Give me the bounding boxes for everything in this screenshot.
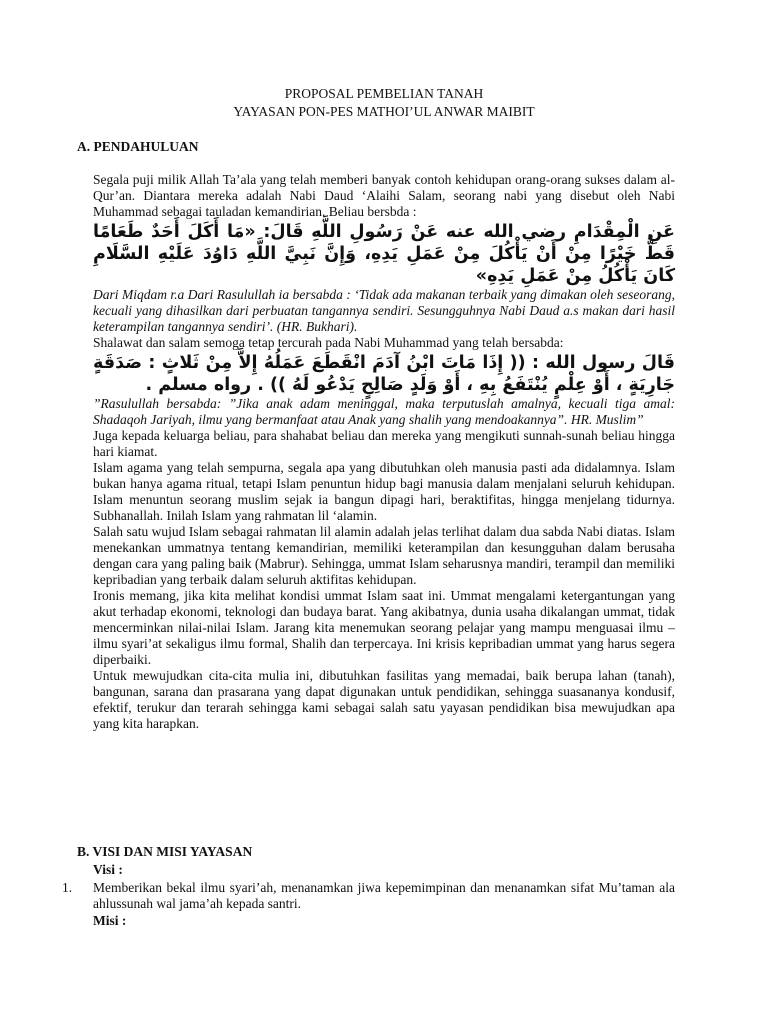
paragraph-islam-sempurna: Islam agama yang telah sempurna, segala apa yang dibutuhkan oleh manusia pasti ada didalamnya. Islam bukan hanya agama ritual, tetapi Islam penuntun hidup bagi manusia dalam menjalani seluruh kehidupan. Islam menuntun seorang muslim sejak ia bangun dipagi hari, beraktifitas, hingga menjelang tidurnya. Subhanallah. Inilah Islam yang rahmatan lil ‘alamin. bbox=[93, 460, 675, 523]
arabic-hadith-2: قَالَ رسول الله : (( إِذَا مَاتَ ابْنُ آدَمَ انْقَطَعَ عَمَلُهُ إِلاَّ مِنْ ثَلاثٍ : صَدَقَةٍ جَارِيَةٍ ، أَوْ عِلْمٍ يُنْتَفَعُ بِهِ ، أَوْ وَلَدٍ صَالِحٍ يَدْعُو لَهُ )) . رواه مسلم . bbox=[93, 353, 675, 395]
section-a-body bbox=[93, 172, 675, 732]
paragraph-fasilitas: Untuk mewujudkan cita-cita mulia ini, dibutuhkan fasilitas yang memadai, baik berupa lahan (tanah), bangunan, sarana dan prasarana yang dapat digunakan untuk pendidikan, sehingga suasananya kondusif, efektif, terukur dan terarah sehingga kami sebagai salah satu yayasan pendidikan bisa mewujudkan apa yang kita harapkan. bbox=[93, 668, 675, 731]
visi-item-text: Memberikan bekal ilmu syari’ah, menanamkan jiwa kepemimpinan dan menanamkan sifat Mu’taman ala ahlussunah wal jama’ah kepada santri. bbox=[93, 880, 675, 911]
document-title-line2: YAYASAN PON-PES MATHOI’UL ANWAR MAIBIT bbox=[233, 104, 535, 119]
misi-label: Misi : bbox=[93, 913, 127, 928]
paragraph-rahmatan: Salah satu wujud Islam sebagai rahmatan lil alamin adalah jelas terlihat dalam dua sabda Nabi diatas. Islam menekankan ummatnya tentang kemandirian, memiliki keterampilan dan kesungguhan dalam berusaha dengan cara yang paling baik (Mabrur). Sehingga, ummat Islam seharusnya mandiri, terampil dan memiliki kepribadian yang terbaik dalam seluruh aktifitas kehidupan. bbox=[93, 524, 675, 587]
section-b-heading: B. VISI DAN MISI YAYASAN bbox=[77, 844, 253, 859]
section-a-heading: A. PENDAHULUAN bbox=[77, 139, 199, 154]
paragraph-keluarga: Juga kepada keluarga beliau, para shahabat beliau dan mereka yang mengikuti sunnah-sunah beliau hingga hari kiamat. bbox=[93, 428, 675, 459]
visi-label: Visi : bbox=[93, 862, 123, 877]
hadith-2-translation: ”Rasulullah bersabda: ”Jika anak adam meninggal, maka terputuslah amalnya, kecuali tiga amal: Shadaqoh Jariyah, ilmu yang bermanfaat atau Anak yang shalih yang mendoakannya”. HR. Muslim” bbox=[93, 396, 675, 427]
hadith-1-translation: Dari Miqdam r.a Dari Rasulullah ia bersabda : ‘Tidak ada makanan terbaik yang dimakan oleh seseorang, kecuali yang dihasilkan dari perbuatan tangannya sendiri. Sesungguhnya Nabi Daud a.s makan dari hasil keterampilan tangannya sendiri’. (HR. Bukhari). bbox=[93, 287, 675, 334]
document-title-line1: PROPOSAL PEMBELIAN TANAH bbox=[284, 86, 484, 101]
intro-paragraph: Segala puji milik Allah Ta’ala yang telah memberi banyak contoh kehidupan orang-orang sukses dalam al-Qur’an. Diantara mereka adalah Nabi Daud ‘Alaihi Salam, seorang nabi yang disebut oleh Nabi Muhammad sebagai tauladan kemandirian. Beliau bersbda : bbox=[93, 172, 675, 219]
visi-item-number: 1. bbox=[62, 880, 73, 895]
shalawat-paragraph: Shalawat dan salam semoga tetap tercurah pada Nabi Muhammad yang telah bersabda: bbox=[93, 335, 564, 350]
paragraph-ironis: Ironis memang, jika kita melihat kondisi ummat Islam saat ini. Ummat mengalami ketergantungan yang akut terhadap ekonomi, teknologi dan budaya barat. Yang akibatnya, dunia usaha dikalangan ummat, tidak mencerminkan nilai-nilai Islam. Jarang kita menemukan seorang pelajar yang mampu menguasai ilmu – ilmu syari’at sekaligus ilmu formal, Shalih dan terpercaya. Ini krisis kepribadian ummat yang harus segera diperbaiki. bbox=[93, 588, 675, 667]
arabic-hadith-1: عَنِ الْمِقْدَامِ رضي الله عنه عَنْ رَسُولِ اللَّهِ قَالَ: «مَا أَكَلَ أَحَدٌ طَعَامًا قَطُّ خَيْرًا مِنْ أَنْ يَأْكُلَ مِنْ عَمَلِ يَدِهِ، وَإِنَّ نَبِيَّ اللَّهِ دَاوُدَ عَلَيْهِ السَّلَامِ كَانَ يَأْكُلُ مِنْ عَمَلِ يَدِهِ» bbox=[93, 222, 675, 286]
